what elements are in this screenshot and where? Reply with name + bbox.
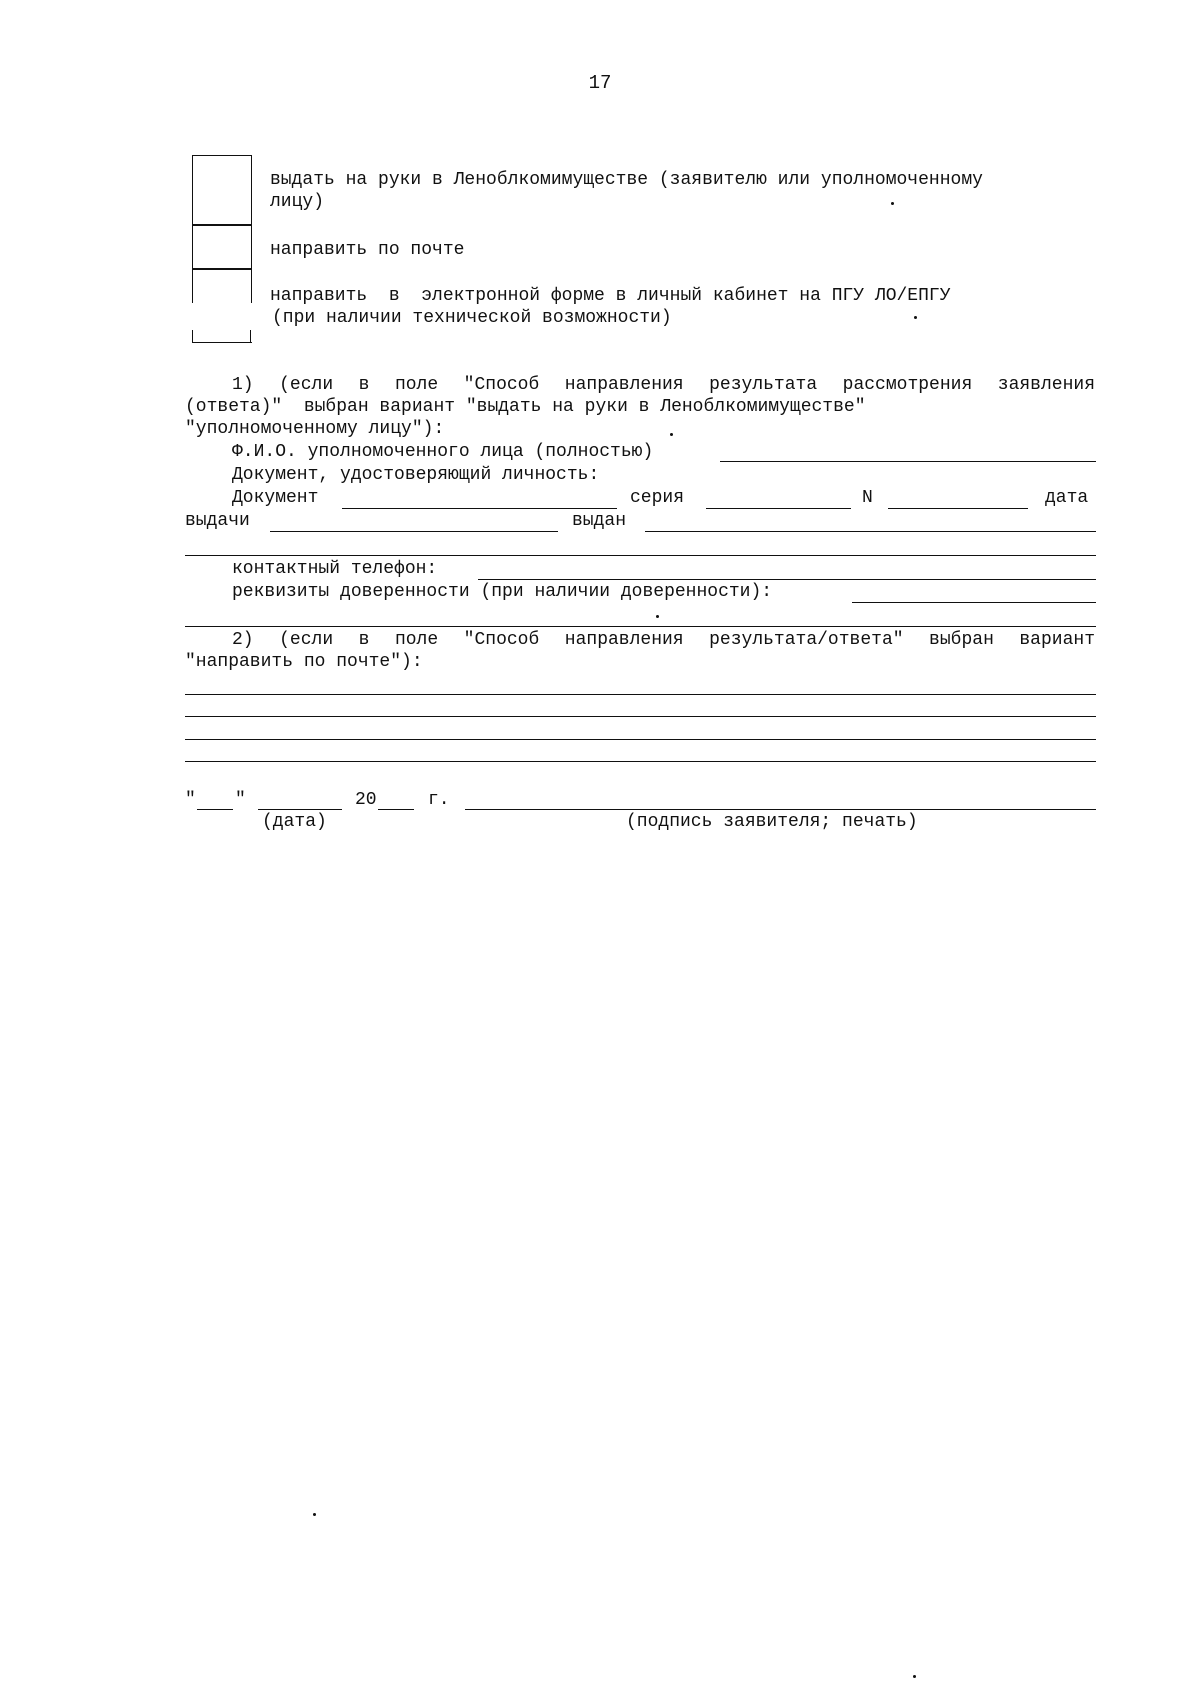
page-number: 17 bbox=[588, 72, 612, 94]
date-quote-close: " bbox=[235, 790, 246, 810]
phone-field[interactable] bbox=[478, 579, 1096, 580]
day-field[interactable] bbox=[197, 809, 233, 810]
date-label: дата bbox=[1045, 488, 1089, 508]
section1-intro-line2: (ответа)" выбран вариант "выдать на руки в Леноблкомимуществе" bbox=[185, 397, 866, 417]
checkbox-hand-delivery[interactable] bbox=[192, 155, 252, 226]
fio-field[interactable] bbox=[720, 461, 1096, 462]
issued-by-field-cont[interactable] bbox=[185, 555, 1096, 556]
option-electronic-label-cont: (при наличии технической возможности) bbox=[272, 308, 672, 328]
option-mail-label: направить по почте bbox=[270, 240, 465, 260]
fio-label: Ф.И.О. уполномоченного лица (полностью) bbox=[232, 442, 654, 462]
issued-by-field[interactable] bbox=[645, 531, 1096, 532]
poa-field-cont[interactable] bbox=[185, 626, 1096, 627]
scan-speck bbox=[891, 202, 894, 205]
year-field[interactable] bbox=[378, 809, 414, 810]
checkbox-electronic-bottom bbox=[192, 331, 252, 343]
postal-address-line-3[interactable] bbox=[185, 739, 1096, 740]
scan-speck bbox=[670, 433, 673, 436]
section2-intro-line1: 2) (если в поле "Способ направления результата/ответа" выбран вариант bbox=[232, 630, 1095, 650]
postal-address-line-4[interactable] bbox=[185, 761, 1096, 762]
scan-speck bbox=[913, 1675, 916, 1678]
option-hand-delivery-label: выдать на руки в Леноблкомимуществе (заявителю или уполномоченному bbox=[270, 170, 983, 190]
issue-date-label: выдачи bbox=[185, 511, 250, 531]
poa-field[interactable] bbox=[852, 602, 1096, 603]
scan-speck bbox=[914, 316, 917, 319]
scan-speck bbox=[313, 1513, 316, 1516]
scan-speck bbox=[656, 615, 659, 618]
month-field[interactable] bbox=[258, 809, 342, 810]
checkbox-mail[interactable] bbox=[192, 224, 252, 270]
issue-date-field[interactable] bbox=[270, 531, 558, 532]
section2-intro-line2: "направить по почте"): bbox=[185, 652, 423, 672]
document-label: Документ bbox=[232, 488, 319, 508]
number-field[interactable] bbox=[888, 508, 1028, 509]
date-caption: (дата) bbox=[262, 812, 327, 832]
signature-field[interactable] bbox=[465, 809, 1096, 810]
signature-caption: (подпись заявителя; печать) bbox=[626, 812, 918, 832]
section1-intro-line3: "уполномоченному лицу"): bbox=[185, 419, 445, 439]
number-label: N bbox=[862, 488, 873, 508]
document-field[interactable] bbox=[342, 508, 617, 509]
checkbox-electronic[interactable] bbox=[192, 268, 252, 303]
option-hand-delivery-label-cont: лицу) bbox=[270, 192, 325, 212]
postal-address-line-1[interactable] bbox=[185, 694, 1096, 695]
poa-label: реквизиты доверенности (при наличии доверенности): bbox=[232, 582, 773, 602]
year-suffix: г. bbox=[428, 790, 450, 810]
option-electronic-label: направить в электронной форме в личный кабинет на ПГУ ЛО/ЕПГУ bbox=[270, 286, 951, 306]
date-quote-open: " bbox=[185, 790, 196, 810]
id-document-label: Документ, удостоверяющий личность: bbox=[232, 465, 600, 485]
postal-address-line-2[interactable] bbox=[185, 716, 1096, 717]
series-label: серия bbox=[630, 488, 685, 508]
phone-label: контактный телефон: bbox=[232, 559, 438, 579]
series-field[interactable] bbox=[706, 508, 851, 509]
year-prefix: 20 bbox=[355, 790, 377, 810]
section1-intro-line1: 1) (если в поле "Способ направления результата рассмотрения заявления bbox=[232, 375, 1095, 395]
issued-by-label: выдан bbox=[572, 511, 627, 531]
